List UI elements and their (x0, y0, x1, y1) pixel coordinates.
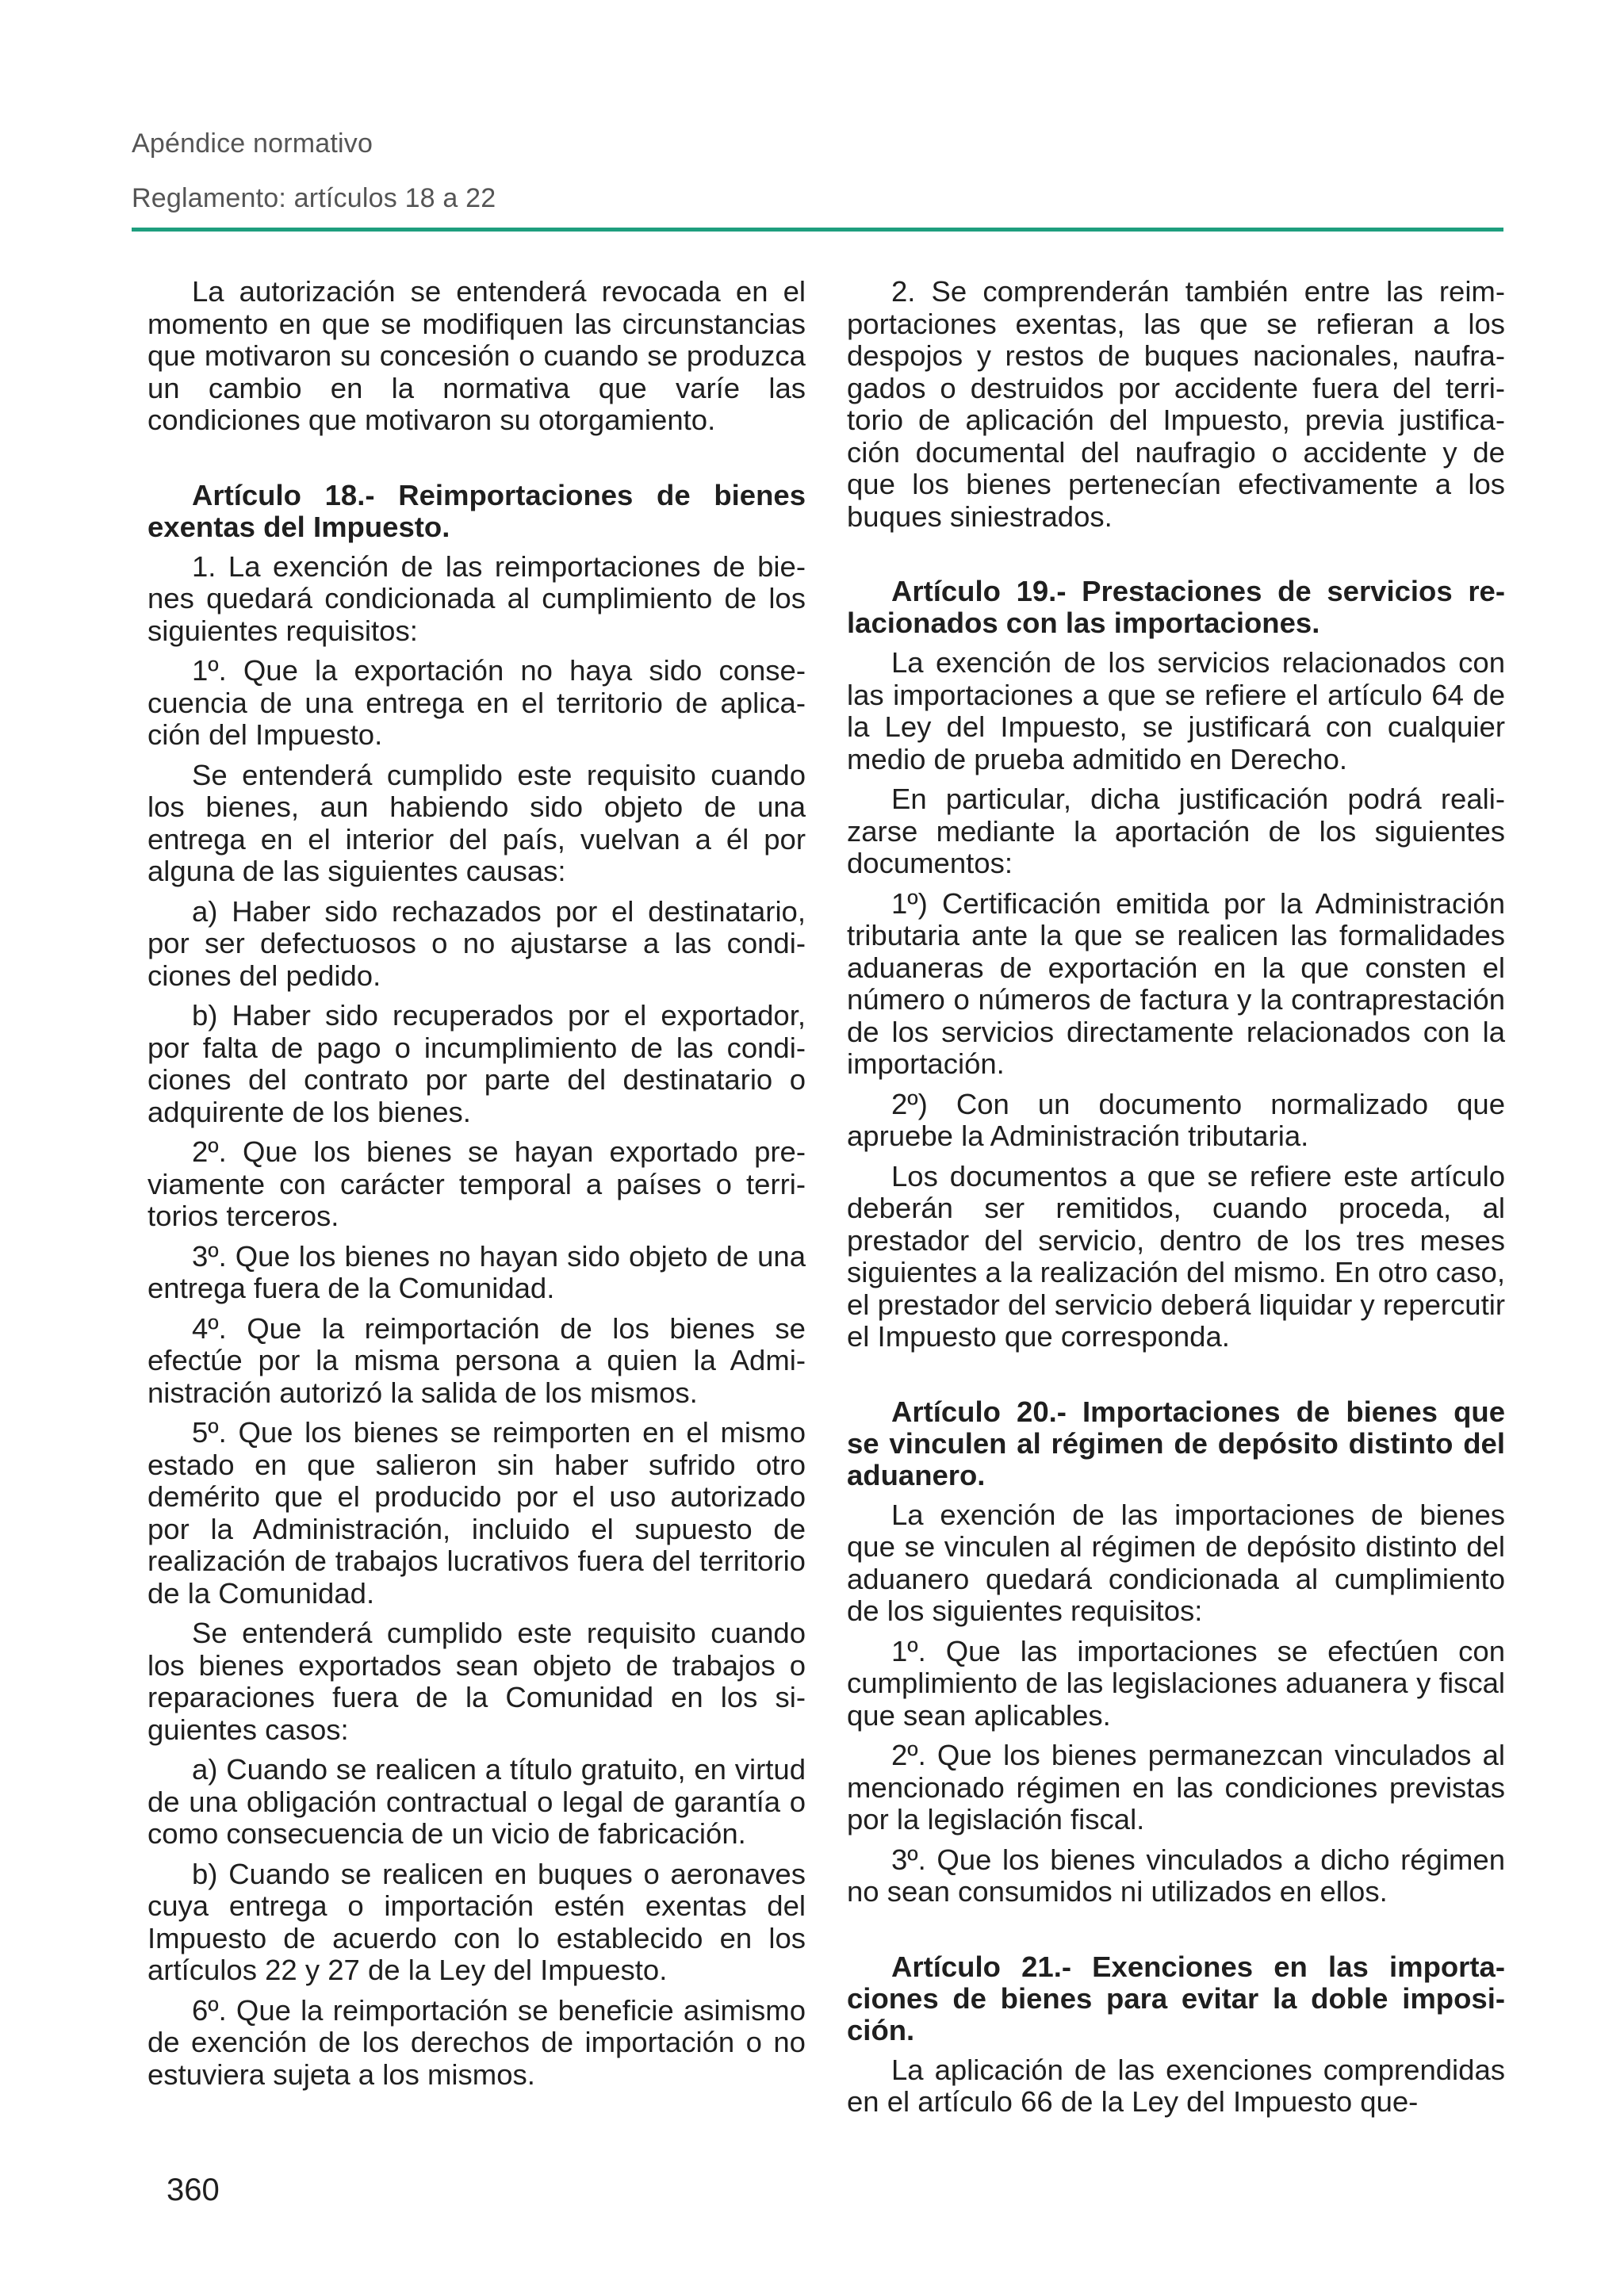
paragraph: La aplicación de las exenciones comprendidas en el artículo 66 de la Ley del Impuesto que- (847, 2053, 1505, 2118)
paragraph: 1º. Que las importaciones se efectúen con cumplimiento de las legislaciones aduanera y fiscal que sean aplicables. (847, 1634, 1505, 1732)
paragraph: 1º) Certificación emitida por la Administración tributaria ante la que se realicen las formalidades aduaneras de exportación en la que consten el número o números de factura y la contraprestación de los servicios directamente relacionados con la importación. (847, 886, 1505, 1080)
paragraph: La exención de las importaciones de bienes que se vinculen al régimen de depósito distinto del aduanero quedará condicionada al cumplimiento de los siguientes requisitos: (847, 1498, 1505, 1627)
paragraph: 2º. Que los bienes permanezcan vinculados al mencionado régimen en las condiciones previstas por la legislación fiscal. (847, 1739, 1505, 1836)
paragraph: b) Cuando se realicen en buques o aeronaves cuya entrega o importación estén exentas del Impuesto de acuerdo con lo establecido en los artículos 22 y 27 de la Ley del Impuesto. (147, 1857, 806, 1986)
paragraph: En particular, dicha justificación podrá realizarse mediante la aportación de los siguientes documentos: (847, 783, 1505, 879)
header-subsection: Reglamento: artículos 18 a 22 (132, 183, 496, 213)
paragraph: 1. La exención de las reimportaciones de bienes quedará condicionada al cumplimiento de los siguientes requisitos: (147, 549, 806, 647)
header-rule (132, 228, 1503, 232)
paragraph: 4º. Que la reimportación de los bienes se efectúe por la misma persona a quien la Administración autorizó la salida de los mismos. (147, 1311, 806, 1409)
right-column (847, 276, 1505, 2126)
left-column (147, 276, 806, 2099)
paragraph: a) Haber sido rechazados por el destinatario, por ser defectuosos o no ajustarse a las condiciones del pedido. (147, 894, 806, 992)
paragraph: 1º. Que la exportación no haya sido consecuencia de una entrega en el territorio de aplicación del Impuesto. (147, 654, 806, 751)
paragraph: Se entenderá cumplido este requisito cuando los bienes exportados sean objeto de trabajos o reparaciones fuera de la Comunidad en los siguientes casos: (147, 1617, 806, 1746)
paragraph: 2º) Con un documento normalizado que apruebe la Administración tributaria. (847, 1087, 1505, 1152)
paragraph: a) Cuando se realicen a título gratuito, en virtud de una obligación contractual o legal de garantía o como consecuencia de un vicio de fabricación. (147, 1753, 806, 1850)
article-21-title: Artículo 21.- Exenciones en las importaciones de bienes para evitar la doble imposición. (847, 1950, 1505, 2046)
paragraph: Los documentos a que se refiere este artículo deberán ser remitidos, cuando proceda, al prestador del servicio, dentro de los tres meses siguientes a la realización del mismo. En otro caso, el prestador del servicio deberá liquidar y repercutir el Impuesto que corresponda. (847, 1159, 1505, 1353)
paragraph: 3º. Que los bienes no hayan sido objeto de una entrega fuera de la Comunidad. (147, 1239, 806, 1304)
page-number: 360 (167, 2172, 220, 2207)
article-19-title: Artículo 19.- Prestaciones de servicios relacionados con las importaciones. (847, 575, 1505, 639)
paragraph: 2. Se comprenderán también entre las reimportaciones exentas, las que se refieran a los despojos y restos de buques nacionales, naufragados o destruidos por accidente fuera del territorio de aplicación del Impuesto, previa justificación documental del naufragio o accidente y de que los bienes pertenecían efectivamente a los buques siniestrados. (847, 275, 1505, 533)
article-18-title: Artículo 18.- Reimportaciones de bienes exentas del Impuesto. (147, 478, 806, 543)
page-header (132, 128, 1503, 214)
paragraph: 5º. Que los bienes se reimporten en el mismo estado en que salieron sin haber sufrido otro demérito que el producido por el uso autorizado por la Administración, incluido el supuesto de realización de trabajos lucrativos fuera del territorio de la Comunidad. (147, 1416, 806, 1610)
paragraph: 6º. Que la reimportación se beneficie asimismo de exención de los derechos de importación o no estuviera sujeta a los mismos. (147, 1993, 806, 2091)
article-20-title: Artículo 20.- Importaciones de bienes que se vinculen al régimen de depósito distinto del aduanero. (847, 1395, 1505, 1491)
paragraph: 2º. Que los bienes se hayan exportado previamente con carácter temporal a países o territorios terceros. (147, 1135, 806, 1232)
header-section: Apéndice normativo (132, 128, 373, 159)
paragraph: Se entenderá cumplido este requisito cuando los bienes, aun habiendo sido objeto de una entrega en el interior del país, vuelvan a él por alguna de las siguientes causas: (147, 758, 806, 887)
paragraph: La exención de los servicios relacionados con las importaciones a que se refiere el artículo 64 de la Ley del Impuesto, se justificará con cualquier medio de prueba admitido en Derecho. (847, 646, 1505, 775)
paragraph: b) Haber sido recuperados por el exportador, por falta de pago o incumplimiento de las condiciones del contrato por parte del destinatario o adquirente de los bienes. (147, 999, 806, 1128)
paragraph: 3º. Que los bienes vinculados a dicho régimen no sean consumidos ni utilizados en ellos. (847, 1843, 1505, 1908)
paragraph: La autorización se entenderá revocada en el momento en que se modifiquen las circunstancias que motivaron su concesión o cuando se produzca un cambio en la normativa que varíe las condiciones que motivaron su otorgamiento. (147, 275, 806, 436)
